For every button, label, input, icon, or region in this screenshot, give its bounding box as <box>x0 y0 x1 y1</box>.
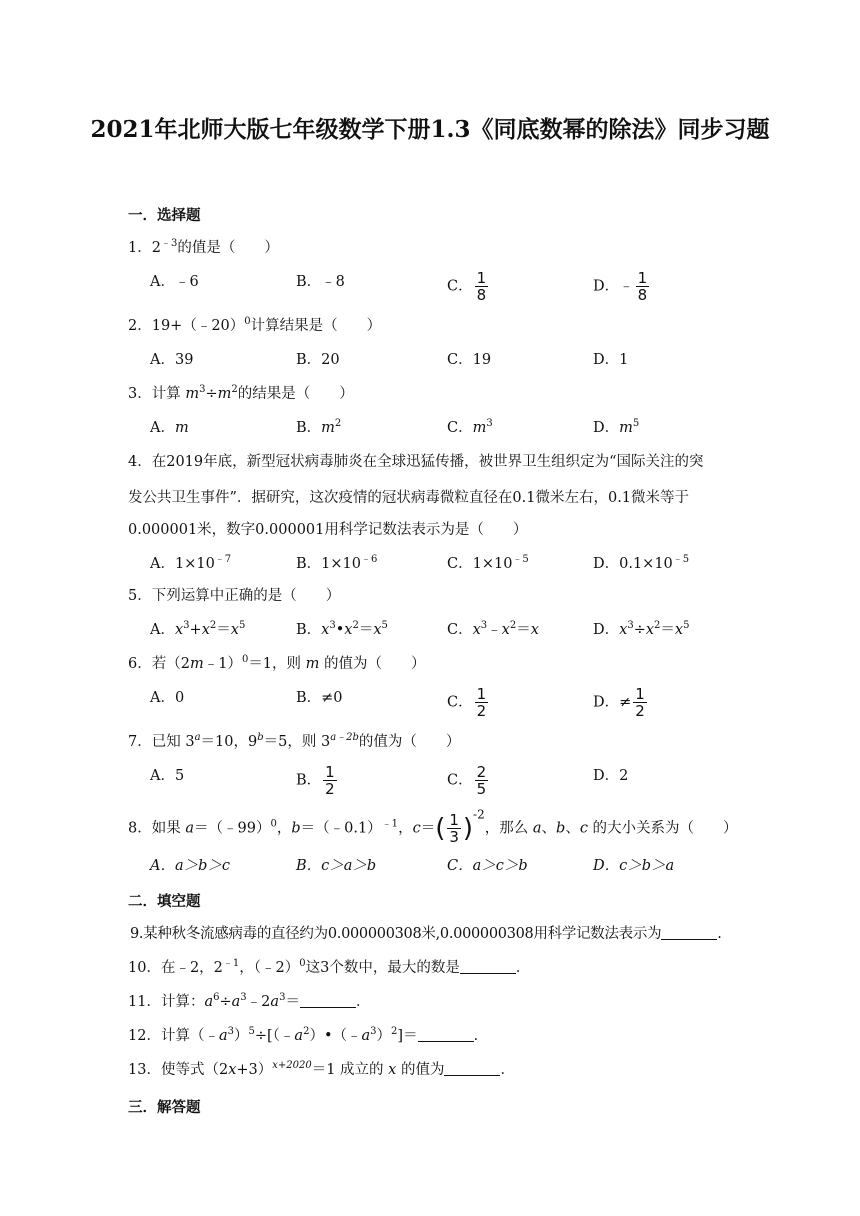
question-2: 2．19+（﹣20）$^0$计算结果是（ ） <box>128 316 382 334</box>
question-4-options <box>150 552 750 586</box>
option-b: B．$m^2$ <box>296 418 342 436</box>
question-6-options <box>150 686 750 720</box>
option-d: D．﹣ $\frac{1}{8}$ <box>593 269 648 304</box>
question-7: 7．已知 $3^a=10$，$9^b=5$，则 $3^{a﹣2b}$的值为（ ） <box>128 732 461 750</box>
option-b: B．﹣8 <box>296 274 345 290</box>
option-a: A．$x^3+x^2=x^5$ <box>150 620 246 638</box>
option-b: B．20 <box>296 352 340 368</box>
option-a: A．39 <box>150 352 194 368</box>
option-d: D．$x^3\div x^2=x^5$ <box>593 620 690 638</box>
question-2-options <box>150 348 750 382</box>
question-5-options <box>150 618 750 652</box>
option-d: D．c＞b＞a <box>593 858 675 874</box>
question-7-options <box>150 764 750 798</box>
question-1-options <box>150 270 750 304</box>
option-d: D．≠ $\frac{1}{2}$ <box>593 685 645 720</box>
fraction: $\frac{1}{8}$ <box>637 269 648 304</box>
option-a: A．$1\times 10^{﹣7}$ <box>150 554 232 572</box>
option-a: A．m <box>150 420 189 436</box>
fraction: $\frac{1}{8}$ <box>476 269 487 304</box>
option-c: C．$x^3﹣x^2=x$ <box>447 620 539 638</box>
fraction: $\frac{1}{3}$ <box>449 811 459 846</box>
option-a: A．0 <box>150 690 185 706</box>
question-9: 9.某种秋冬流感病毒的直径约为0.000000308米,0.000000308用科学记数法表示为 . <box>130 926 722 942</box>
question-10: 10．在﹣2，$2^{﹣1}$，（﹣2）$^0$这3个数中，最大的数是 ． <box>128 958 531 976</box>
fraction: $\frac{1}{2}$ <box>325 763 335 798</box>
answer-blank <box>661 925 717 940</box>
option-c: C．$m^3$ <box>447 418 493 436</box>
question-6: 6．若（2m﹣1）$^0$＝1，则 m 的值为（ ） <box>128 654 426 672</box>
section-heading-fill-in: 二．填空题 <box>128 893 201 910</box>
question-12: 12．计算$(﹣a^3)^5\div[(﹣a^2)•(﹣a^3)^2]=$ ． <box>128 1026 489 1044</box>
option-b: B． $\frac{1}{2}$ <box>296 763 335 798</box>
question-11: 11．计算：$a^6\div a^3﹣2a^3=$ ． <box>128 992 371 1010</box>
option-c: C．19 <box>447 352 492 368</box>
option-d: D．$0.1\times 10^{﹣5}$ <box>593 554 690 572</box>
question-4-line-3: 0.000001米，数字0.000001用科学记数法表示为是（ ） <box>128 522 528 538</box>
question-3-options <box>150 416 750 450</box>
option-b: B．$x^3•x^2=x^5$ <box>296 620 388 638</box>
answer-blank <box>444 1061 500 1076</box>
option-c: C．$1\times 10^{﹣5}$ <box>447 554 529 572</box>
question-3: 3．计算 $m^3\div m^2$的结果是（ ） <box>128 384 354 402</box>
option-b: B．c＞a＞b <box>296 858 377 874</box>
answer-blank <box>418 1027 474 1042</box>
question-4-line-2: 发公共卫生事件”．据研究，这次疫情的冠状病毒微粒直径在0.1微米左右，0.1微米等于 <box>128 490 690 506</box>
question-13: 13．使等式$(2x+3)^{x+2020}=1$ 成立的 x 的值为 ． <box>128 1060 515 1078</box>
section-heading-answer: 三．解答题 <box>128 1099 201 1116</box>
question-4-line-1: 4．在2019年底，新型冠状病毒肺炎在全球迅猛传播，被世界卫生组织定为“国际关注的突 <box>128 454 704 470</box>
question-8-options <box>150 854 750 888</box>
answer-blank <box>300 993 356 1008</box>
answer-blank <box>460 959 516 974</box>
option-a: A．a＞b＞c <box>150 858 231 874</box>
option-b: B．$1\times 10^{﹣6}$ <box>296 554 378 572</box>
option-a: A．5 <box>150 768 185 784</box>
question-8: 8．如果 a＝（﹣99）$^0$，b＝（﹣0.1）$^{﹣1}$，c＝( $\frac{1}{3}$ )$^{-2}$，那么 a、b、c 的大小关系为（ ） <box>128 807 738 846</box>
fraction: $\frac{1}{2}$ <box>635 685 645 720</box>
option-c: C． $\frac{1}{2}$ <box>447 685 487 720</box>
option-d: D．2 <box>593 768 629 784</box>
question-5: 5．下列运算中正确的是（ ） <box>128 588 341 604</box>
option-c: C． $\frac{1}{8}$ <box>447 269 487 304</box>
question-1: 1．$2^{﹣3}$的值是（ ） <box>128 238 279 256</box>
fraction: $\frac{1}{2}$ <box>476 685 487 720</box>
option-c: C．a＞c＞b <box>447 858 528 874</box>
option-a: A．﹣6 <box>150 274 199 290</box>
option-b: B．≠0 <box>296 690 343 706</box>
option-d: D．$m^5$ <box>593 418 640 436</box>
option-d: D．1 <box>593 352 629 368</box>
page-title: 2021年北师大版七年级数学下册1.3《同底数幂的除法》同步习题 <box>90 116 770 143</box>
fraction: $\frac{2}{5}$ <box>476 763 487 798</box>
section-heading-choice: 一．选择题 <box>128 207 201 224</box>
option-c: C． $\frac{2}{5}$ <box>447 763 487 798</box>
